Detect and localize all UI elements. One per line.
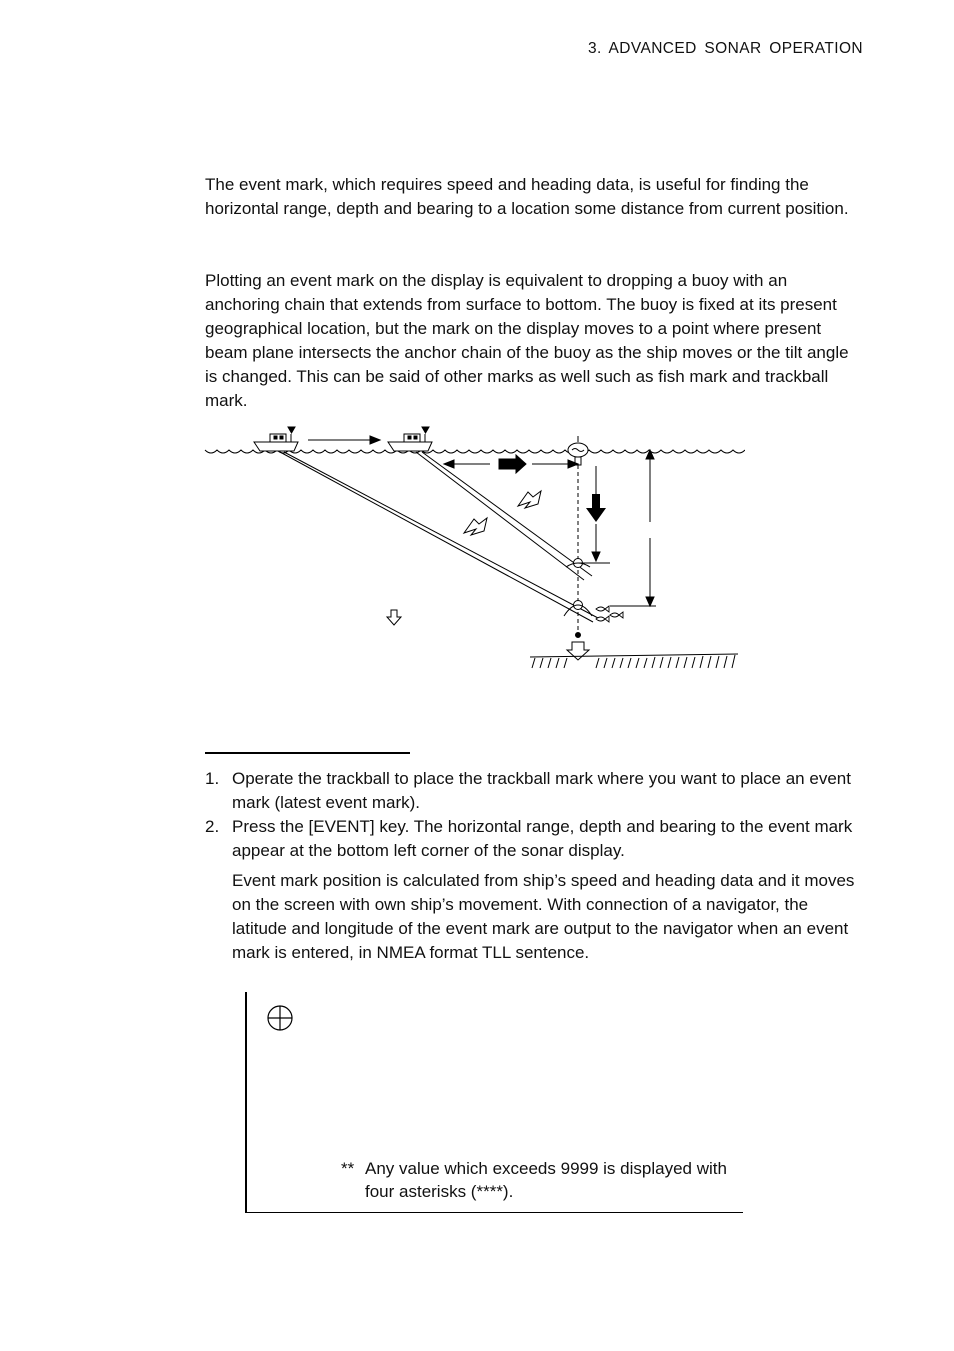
step-number: 2. xyxy=(205,817,220,836)
list-item xyxy=(205,815,865,863)
step-text: Operate the trackball to place the trackball mark where you want to place an event mark (latest event mark). xyxy=(232,769,851,812)
depth-dimension xyxy=(578,450,656,606)
procedure-steps xyxy=(205,767,865,965)
step-text: Press the [EVENT] key. The horizontal range, depth and bearing to the event mark appear at the bottom left corner of the sonar display. xyxy=(232,817,853,860)
beam-present xyxy=(416,452,592,580)
note-footnote xyxy=(341,1157,745,1203)
event-mark-diagram xyxy=(200,420,745,680)
sea-bottom xyxy=(530,654,738,668)
range-line-arrows xyxy=(444,455,578,473)
ship-icon-past xyxy=(254,427,298,451)
beam-past xyxy=(280,452,598,622)
fish-icons xyxy=(596,606,623,622)
note-box xyxy=(245,992,743,1213)
step-number: 1. xyxy=(205,769,220,788)
crosshair-icon xyxy=(266,1004,296,1032)
ship-movement-arrow xyxy=(308,436,380,444)
beam-arrow-present xyxy=(518,491,541,508)
section-rule xyxy=(205,752,410,754)
step-2-detail: Event mark position is calculated from ship’s speed and heading data and it moves on the screen with own ship’s movement. With connection of a navigator, the latitude and longitude of the event mark are output to the navigator when an event mark is entered, in NMEA format TLL sentence. xyxy=(232,871,855,962)
beam-arrow-past xyxy=(464,518,487,535)
chapter-header: 3. ADVANCED SONAR OPERATION xyxy=(587,40,863,57)
ship-icon-present xyxy=(388,427,432,451)
intro-paragraph-2: Plotting an event mark on the display is equivalent to dropping a buoy with an anchoring chain that extends from surface to bottom. The buoy is fixed at its present geographical location, but the mark on the display moves to a point where present beam plane intersects the anchor chain of the buoy as the ship moves or the tilt angle is changed. This can be said of other marks as well such as fish mark and trackball mark. xyxy=(205,271,849,410)
footnote-marker: ** xyxy=(341,1159,355,1178)
footnote-text: Any value which exceeds 9999 is displayed with four asterisks (****). xyxy=(365,1159,727,1201)
buoy-icon xyxy=(568,436,588,465)
list-item xyxy=(205,767,865,815)
mark-movement-arrow xyxy=(586,494,606,522)
intro-paragraph-1: The event mark, which requires speed and heading data, is useful for finding the horizontal range, depth and bearing to a location some distance from current position. xyxy=(205,175,849,218)
beam-legend-arrow xyxy=(387,610,401,625)
